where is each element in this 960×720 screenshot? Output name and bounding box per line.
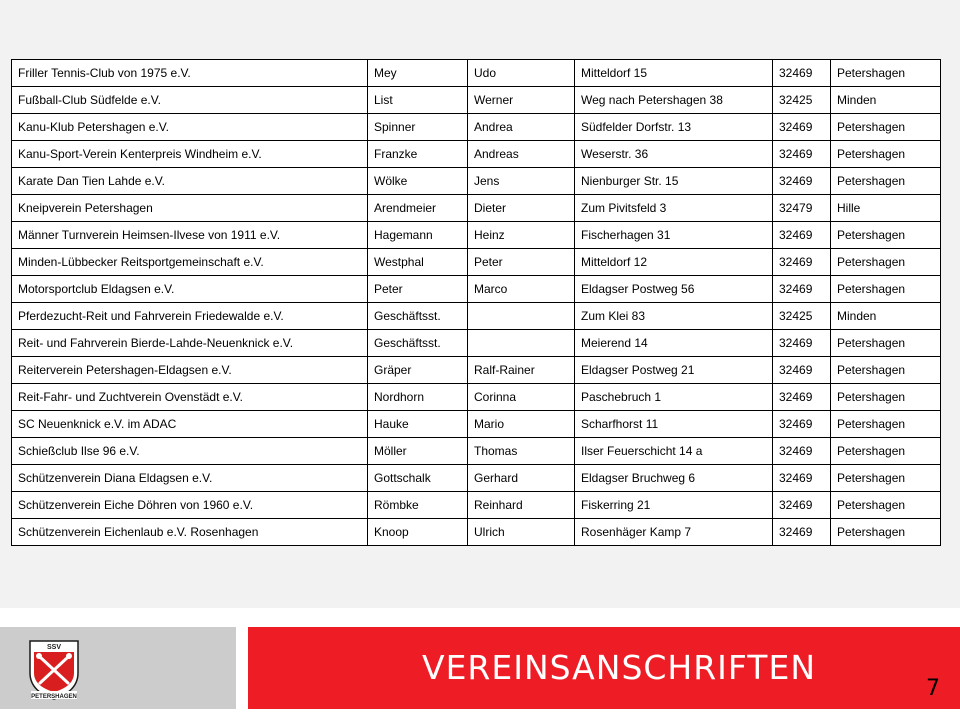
zip-cell: 32469	[773, 357, 831, 384]
city-cell: Petershagen	[831, 168, 941, 195]
table-row	[12, 222, 941, 249]
zip-cell: 32469	[773, 249, 831, 276]
table-row	[12, 87, 941, 114]
city-cell: Petershagen	[831, 222, 941, 249]
street-cell: Mitteldorf 12	[575, 249, 773, 276]
table-body	[12, 60, 941, 546]
zip-cell: 32469	[773, 276, 831, 303]
club-name-cell: Schützenverein Eiche Döhren von 1960 e.V.	[12, 492, 368, 519]
city-cell: Petershagen	[831, 141, 941, 168]
last-name-cell: Geschäftsst.	[368, 303, 468, 330]
first-name-cell: Dieter	[468, 195, 575, 222]
zip-cell: 32469	[773, 114, 831, 141]
club-name-cell: Pferdezucht-Reit und Fahrverein Friedewalde e.V.	[12, 303, 368, 330]
table-row	[12, 60, 941, 87]
city-cell: Petershagen	[831, 519, 941, 546]
page-title: VEREINSANSCHRIFTEN	[422, 648, 817, 687]
table-row	[12, 357, 941, 384]
city-cell: Petershagen	[831, 276, 941, 303]
first-name-cell: Werner	[468, 87, 575, 114]
last-name-cell: Arendmeier	[368, 195, 468, 222]
city-cell: Petershagen	[831, 357, 941, 384]
last-name-cell: Peter	[368, 276, 468, 303]
table-row	[12, 141, 941, 168]
club-name-cell: Karate Dan Tien Lahde e.V.	[12, 168, 368, 195]
first-name-cell	[468, 303, 575, 330]
street-cell: Fischerhagen 31	[575, 222, 773, 249]
page-number: 7	[926, 676, 940, 701]
street-cell: Zum Klei 83	[575, 303, 773, 330]
street-cell: Scharfhorst 11	[575, 411, 773, 438]
last-name-cell: Hauke	[368, 411, 468, 438]
last-name-cell: Westphal	[368, 249, 468, 276]
city-cell: Petershagen	[831, 114, 941, 141]
last-name-cell: List	[368, 87, 468, 114]
zip-cell: 32479	[773, 195, 831, 222]
first-name-cell: Ralf-Rainer	[468, 357, 575, 384]
first-name-cell: Peter	[468, 249, 575, 276]
club-crest-icon	[27, 637, 81, 701]
first-name-cell: Heinz	[468, 222, 575, 249]
zip-cell: 32469	[773, 492, 831, 519]
zip-cell: 32469	[773, 465, 831, 492]
first-name-cell: Mario	[468, 411, 575, 438]
first-name-cell: Jens	[468, 168, 575, 195]
first-name-cell: Reinhard	[468, 492, 575, 519]
first-name-cell: Gerhard	[468, 465, 575, 492]
first-name-cell: Thomas	[468, 438, 575, 465]
club-name-cell: Reit-Fahr- und Zuchtverein Ovenstädt e.V.	[12, 384, 368, 411]
city-cell: Petershagen	[831, 249, 941, 276]
city-cell: Petershagen	[831, 330, 941, 357]
zip-cell: 32469	[773, 330, 831, 357]
street-cell: Mitteldorf 15	[575, 60, 773, 87]
first-name-cell: Andrea	[468, 114, 575, 141]
club-address-table	[11, 59, 941, 546]
city-cell: Petershagen	[831, 438, 941, 465]
logo-text-top: SSV	[46, 644, 62, 651]
street-cell: Südfelder Dorfstr. 13	[575, 114, 773, 141]
street-cell: Weserstr. 36	[575, 141, 773, 168]
first-name-cell: Ulrich	[468, 519, 575, 546]
city-cell: Petershagen	[831, 411, 941, 438]
zip-cell: 32469	[773, 60, 831, 87]
last-name-cell: Hagemann	[368, 222, 468, 249]
last-name-cell: Möller	[368, 438, 468, 465]
club-name-cell: Schützenverein Eichenlaub e.V. Rosenhagen	[12, 519, 368, 546]
last-name-cell: Knoop	[368, 519, 468, 546]
table-row	[12, 114, 941, 141]
street-cell: Fiskerring 21	[575, 492, 773, 519]
club-name-cell: Männer Turnverein Heimsen-Ilvese von 1911 e.V.	[12, 222, 368, 249]
zip-cell: 32425	[773, 303, 831, 330]
city-cell: Minden	[831, 303, 941, 330]
street-cell: Nienburger Str. 15	[575, 168, 773, 195]
last-name-cell: Geschäftsst.	[368, 330, 468, 357]
street-cell: Eldagser Postweg 56	[575, 276, 773, 303]
table-row	[12, 168, 941, 195]
club-name-cell: Schützenverein Diana Eldagsen e.V.	[12, 465, 368, 492]
club-name-cell: SC Neuenknick e.V. im ADAC	[12, 411, 368, 438]
table-row	[12, 384, 941, 411]
club-name-cell: Motorsportclub Eldagsen e.V.	[12, 276, 368, 303]
last-name-cell: Franzke	[368, 141, 468, 168]
zip-cell: 32469	[773, 519, 831, 546]
first-name-cell: Marco	[468, 276, 575, 303]
table-row	[12, 330, 941, 357]
club-name-cell: Kneipverein Petershagen	[12, 195, 368, 222]
last-name-cell: Mey	[368, 60, 468, 87]
last-name-cell: Gräper	[368, 357, 468, 384]
zip-cell: 32469	[773, 384, 831, 411]
table-row	[12, 438, 941, 465]
last-name-cell: Spinner	[368, 114, 468, 141]
club-name-cell: Fußball-Club Südfelde e.V.	[12, 87, 368, 114]
city-cell: Petershagen	[831, 465, 941, 492]
logo-text-bottom: PETERSHAGEN	[31, 694, 77, 700]
table-row	[12, 519, 941, 546]
club-name-cell: Reiterverein Petershagen-Eldagsen e.V.	[12, 357, 368, 384]
city-cell: Petershagen	[831, 492, 941, 519]
city-cell: Petershagen	[831, 60, 941, 87]
table-row	[12, 195, 941, 222]
club-name-cell: Friller Tennis-Club von 1975 e.V.	[12, 60, 368, 87]
last-name-cell: Nordhorn	[368, 384, 468, 411]
table-row	[12, 411, 941, 438]
zip-cell: 32469	[773, 438, 831, 465]
table-row	[12, 465, 941, 492]
zip-cell: 32469	[773, 168, 831, 195]
first-name-cell: Andreas	[468, 141, 575, 168]
city-cell: Hille	[831, 195, 941, 222]
first-name-cell: Udo	[468, 60, 575, 87]
first-name-cell: Corinna	[468, 384, 575, 411]
street-cell: Zum Pivitsfeld 3	[575, 195, 773, 222]
table-row	[12, 276, 941, 303]
city-cell: Petershagen	[831, 384, 941, 411]
zip-cell: 32469	[773, 222, 831, 249]
last-name-cell: Gottschalk	[368, 465, 468, 492]
club-name-cell: Kanu-Sport-Verein Kenterpreis Windheim e.V.	[12, 141, 368, 168]
city-cell: Minden	[831, 87, 941, 114]
street-cell: Rosenhäger Kamp 7	[575, 519, 773, 546]
street-cell: Eldagser Bruchweg 6	[575, 465, 773, 492]
street-cell: Eldagser Postweg 21	[575, 357, 773, 384]
club-name-cell: Schießclub Ilse 96 e.V.	[12, 438, 368, 465]
club-name-cell: Minden-Lübbecker Reitsportgemeinschaft e.V.	[12, 249, 368, 276]
street-cell: Weg nach Petershagen 38	[575, 87, 773, 114]
zip-cell: 32469	[773, 411, 831, 438]
club-name-cell: Reit- und Fahrverein Bierde-Lahde-Neuenknick e.V.	[12, 330, 368, 357]
street-cell: Meierend 14	[575, 330, 773, 357]
table-row	[12, 249, 941, 276]
first-name-cell	[468, 330, 575, 357]
zip-cell: 32469	[773, 141, 831, 168]
table-row	[12, 303, 941, 330]
zip-cell: 32425	[773, 87, 831, 114]
table-row	[12, 492, 941, 519]
last-name-cell: Wölke	[368, 168, 468, 195]
club-name-cell: Kanu-Klub Petershagen e.V.	[12, 114, 368, 141]
street-cell: Paschebruch 1	[575, 384, 773, 411]
last-name-cell: Römbke	[368, 492, 468, 519]
street-cell: Ilser Feuerschicht 14 a	[575, 438, 773, 465]
